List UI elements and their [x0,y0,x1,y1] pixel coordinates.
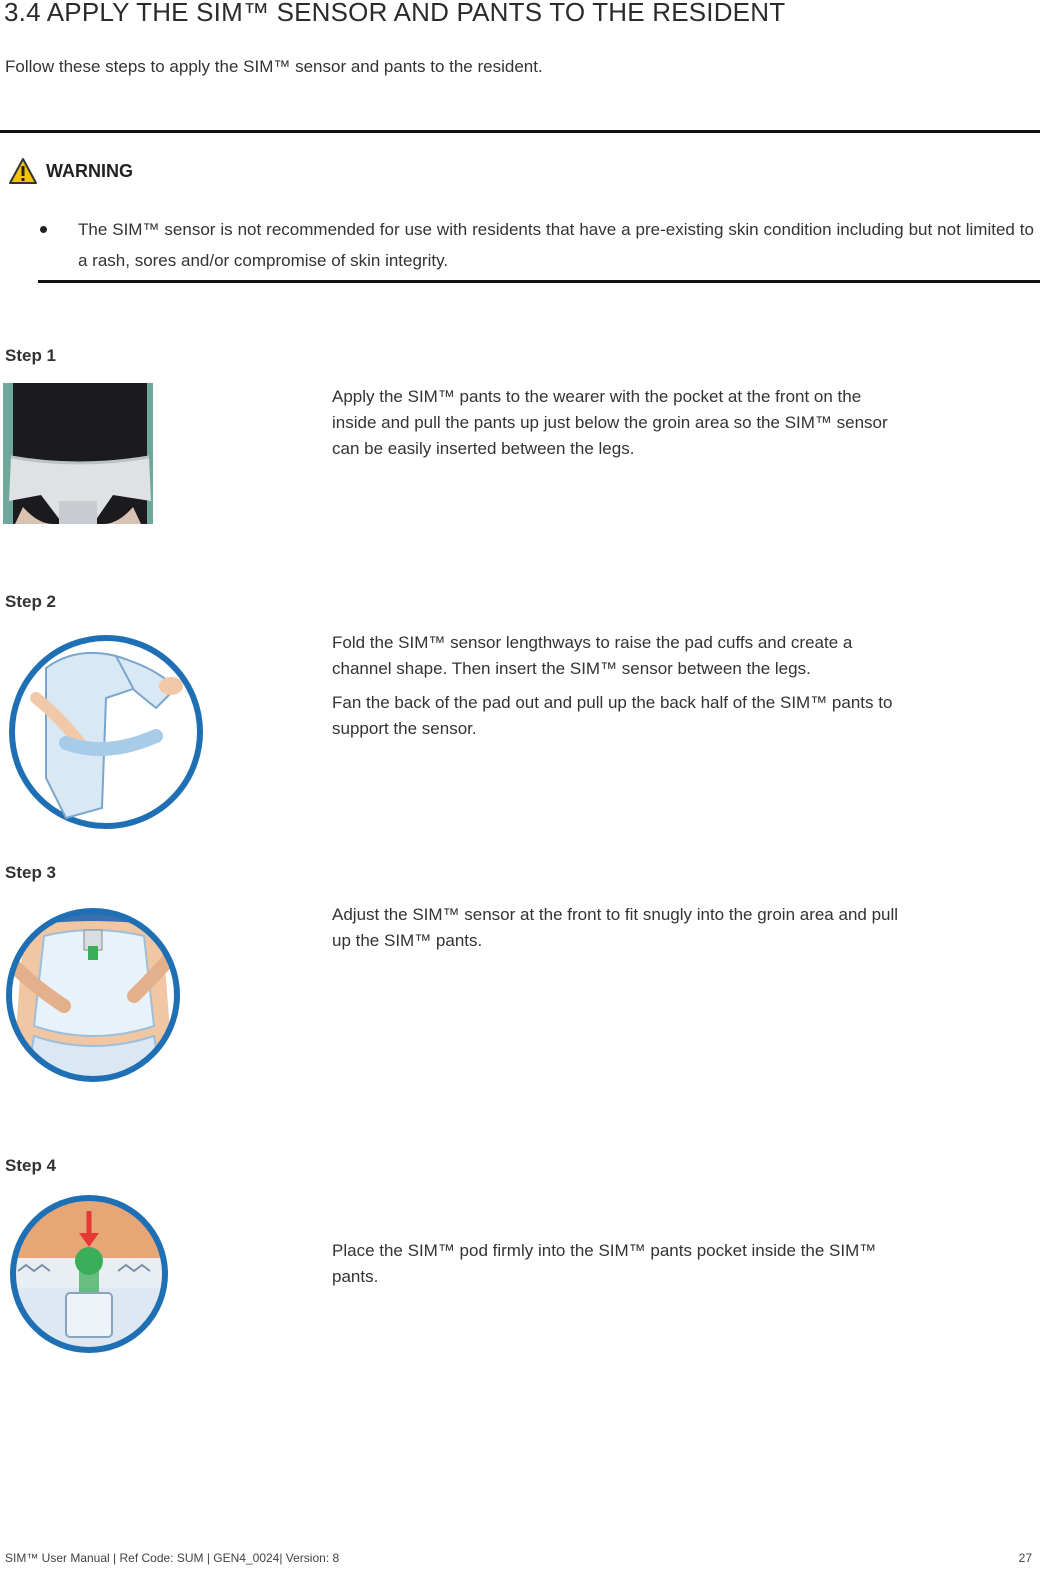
footer-doc-info: SIM™ User Manual | Ref Code: SUM | GEN4_0024| Version: 8 [5,1551,340,1565]
step-3-illustration [4,906,182,1084]
step-4-paragraph-1: Place the SIM™ pod firmly into the SIM™ pants pocket inside the SIM™ pants. [332,1241,877,1286]
warning-item-text: The SIM™ sensor is not recommended for use with residents that have a pre-existing skin condition including but not limited to a rash, sores and/or compromise of skin integrity. [78,220,1034,270]
step-3-label: Step 3 [5,863,57,882]
warning-list-item [38,214,1034,276]
step-2-illustration [6,628,206,832]
page-number: 27 [1018,1551,1032,1565]
step-2-text [332,630,902,750]
step-4-text [332,1238,902,1298]
step-2-paragraph-2: Fan the back of the pad out and pull up the back half of the SIM™ pants to support the sensor. [332,693,893,738]
step-3-text [332,902,902,962]
step-4-illustration [8,1193,170,1355]
warning-triangle-icon [8,157,38,185]
step-1-label: Step 1 [5,346,57,365]
step-1-paragraph-1: Apply the SIM™ pants to the wearer with the pocket at the front on the inside and pull the pants up just below the groin area so the SIM™ sensor can be easily inserted between the legs. [332,387,888,458]
warning-bottom-rule [38,280,1040,283]
step-3-paragraph-1: Adjust the SIM™ sensor at the front to fit snugly into the groin area and pull up the SIM™ pants. [332,905,899,950]
page-title: 3.4 APPLY THE SIM™ SENSOR AND PANTS TO THE RESIDENT [4,0,786,27]
intro-text: Follow these steps to apply the SIM™ sensor and pants to the resident. [5,57,543,76]
step-1-photo [3,383,153,524]
bullet-icon [40,226,47,233]
warning-heading [8,156,133,186]
step-2-label: Step 2 [5,592,57,611]
step-2-paragraph-1: Fold the SIM™ sensor lengthways to raise the pad cuffs and create a channel shape. Then insert the SIM™ sensor between the legs. [332,633,853,678]
warning-label: WARNING [46,160,133,181]
warning-top-rule [0,130,1040,133]
step-1-text [332,384,902,470]
step-4-label: Step 4 [5,1156,57,1175]
